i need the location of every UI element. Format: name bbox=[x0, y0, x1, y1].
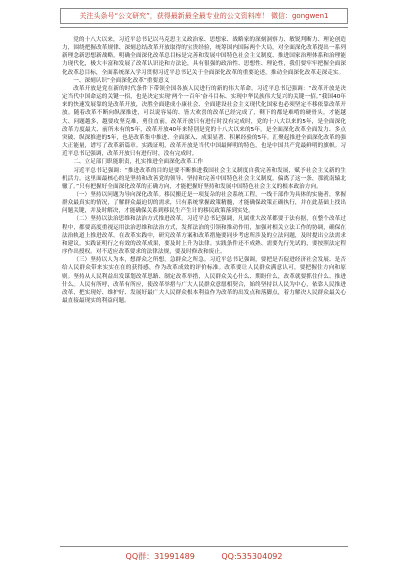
section-1-paragraph: 改革开放是党在新的时代条件下带领全国各族人民进行的新的伟大革命。习近平总书记强调：“改革开放是决定当代中国命运的关键一招，也是决定实现‘两个一百年’奋斗目标、实现中华民族伟大复兴的关键一招。”我国40年来的快速发展靠的是改革开放，决胜全面建成小康社会、全面建设社会主义现代化国家也必须坚定不移依靠改革开放。随着改革不断向纵深推进，可以说容易的、皆大欢喜的改革已经完成了，剩下的都是难啃的硬骨头。才能越大、问题越多，越要攻坚克难，勇往直前。改革开放只有进行时没有完成时，党的十八大以来的5年，是全面深化改革力度最大、前所未有的5年，改革开放40年来特别是党的十八大以来的5年，是全面深化改革全面发力、多点突破、纵深推进的5年，也是改革集中推进、全面深入、成果显著、积累经验的5年。汇聚起推进全面深化改革的强大正能量，谱写了改革新篇章。实践证明，改革开放是当代中国最鲜明的特色，也是中国共产党最鲜明的旗帜。习近平总书记强调，改革开放只有进行时，没有完成时。 bbox=[62, 85, 346, 158]
section-2-paragraph: 习近平总书记强调：“推进改革的目的是要不断推进我国社会主义制度自我完善和发展，赋予社会主义新的生机活力。这里面最核心的是坚持和改善党的领导、坚持和完善中国特色社会主义制度，偏离了这一条，那就南辕北辙了。”只有把握好全面深化改革的正确方向，才能把握好坚持和发展中国特色社会主义的根本政治方向。 bbox=[62, 167, 346, 190]
document-body bbox=[62, 36, 346, 541]
header-rule bbox=[60, 27, 348, 28]
point-3-paragraph: （三）坚持以人为本，想群众之所想，急群众之所急。习近平总书记强调，要把是否促进经济社会发展、是否给人民群众带来实实在在的获得感，作为改革成效的评价标准。改革要让人民群众满意认可，要把握住方向和原则。坚持从人民利益出发谋划改革思路、制定改革举措，人民群众关心什么、期盼什么，改革就要抓住什么、推进什么。人民有所呼，改革有所应，使改革举措与广大人民群众意愿相契合，始终坚持以人民为中心，依靠人民推进改革，把实现好、维护好、发展好最广大人民群众根本利益作为改革的出发点和落脚点，着力解决人民群众最关心最直接最现实的利益问题。 bbox=[62, 257, 346, 304]
header-banner: 关注头条号“公文研究”，获得最新最全最专业的公文资料库！ 微信：gongwen1 bbox=[60, 8, 348, 24]
footer-contact bbox=[60, 550, 348, 564]
footer-rule bbox=[60, 546, 348, 547]
footer-qq-group: QQ群：31991489 bbox=[125, 552, 195, 561]
point-1-paragraph: （一）坚持以问题为导向深化改革。移民搬迁是一项复杂的社会系统工程，一线干部作为具体的实施者，掌握群众最真实的情况，了解群众最迫切的需求，只有系统掌握政策精髓，才能确保政策正确执行，并在此基础上找出问题关键，并及时解决，才能确保关系到移民生产生计的移民政策落到实处。 bbox=[62, 191, 346, 215]
intro-paragraph: 党的十八大以来，习近平总书记以马克思主义政治家、思想家、战略家的深刻洞察力、敏锐判断力、理论创造力，围绕把握改革规律、深刻总结改革开放取得的宝贵经验，统筹国内国际两个大局，对全面深化改革提出一系列新理念新思想新战略，明确全面深化改革总目标是完善和发展中国特色社会主义制度、推进国家治理体系和治理能力现代化，极大丰富和发展了改革认识论和方法论，具有很强的政治性、思想性、理论性，我们要牢牢把握全面深化改革总目标，全面系统深入学习贯彻习近平总书记关于全面深化改革的重要论述，推动全面深化改革走深走实。 bbox=[62, 37, 346, 76]
footer-qq: QQ:535304092 bbox=[221, 552, 283, 561]
section-heading-2: 二、立足部门职能职责，扎实推进全面深化改革工作 bbox=[73, 159, 203, 166]
section-heading-1: 一、深刻认识“全面深化改革”重要意义 bbox=[73, 77, 170, 84]
point-2-paragraph: （二）坚持以法治思维和法治方式推进改革。习近平总书记强调，凡属重大改革都要于法有据，在整个改革过程中，都要高度重视运用法治思维和法治方式，发挥法治的引领和推动作用，加强对相关立法工作的协调，确保在法治轨道上推进改革。在改革实践中，研究改革方案和改革措施要同步考虑所涉及的立法问题，及时提出立法需求和建议。实践证明行之有效的改革成果，要及时上升为法律。实践条件还不成熟、需要先行先试的，要按照法定程序作出授权。对不适应改革要求的法律法规，要及时修改和废止。 bbox=[62, 216, 346, 256]
